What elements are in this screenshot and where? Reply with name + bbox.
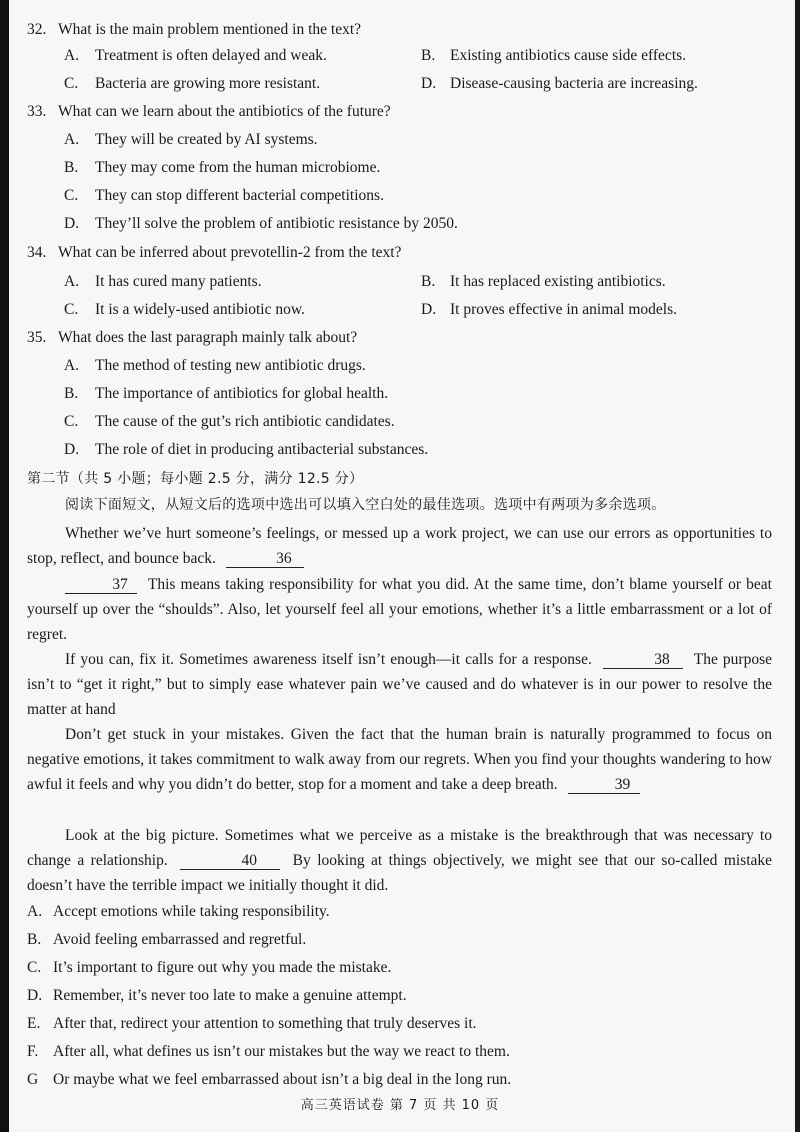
question-33 — [27, 102, 391, 122]
question-34 — [27, 243, 401, 263]
option-34-c: C. It is a widely-used antibiotic now. — [64, 301, 305, 318]
question-number: 32. — [27, 21, 47, 38]
option-35-d: D. The role of diet in producing antibacterial substances. — [64, 441, 429, 458]
passage-paragraph-4: Don’t get stuck in your mistakes. Given the fact that the human brain is naturally programmed to focus on negative emotions, it takes commitment to walk away from our regrets. When you find your thoughts wandering to how awful it feels and why you didn’t do better, stop for a moment and take a deep breath. 39 — [27, 726, 772, 793]
question-number: 33. — [27, 103, 47, 120]
blank-37[interactable]: 37 — [65, 577, 137, 594]
question-text: What is the main problem mentioned in the text? — [58, 21, 362, 38]
option-32-d: D. Disease-causing bacteria are increasing. — [421, 75, 698, 92]
seven-option-a: A. Accept emotions while taking responsibility. — [27, 903, 330, 920]
option-35-b: B. The importance of antibiotics for global health. — [64, 385, 389, 402]
question-32 — [27, 20, 361, 40]
question-35 — [27, 328, 357, 348]
passage-paragraph-1: Whether we’ve hurt someone’s feelings, or messed up a work project, we can use our errors as opportunities to stop, reflect, and bounce back. 36 — [27, 525, 772, 567]
section-two-instructions: 阅读下面短文，从短文后的选项中选出可以填入空白处的最佳选项。选项中有两项为多余选项。 — [65, 497, 666, 513]
blank-40[interactable]: 40 — [180, 853, 280, 870]
question-text: What can be inferred about prevotellin-2 from the text? — [58, 244, 402, 261]
option-33-a: A. They will be created by AI systems. — [64, 131, 318, 148]
blank-38[interactable]: 38 — [603, 652, 683, 669]
option-35-a: A. The method of testing new antibiotic drugs. — [64, 357, 366, 374]
seven-option-b: B. Avoid feeling embarrassed and regretful. — [27, 931, 307, 948]
page-footer: 高三英语试卷 第 7 页 共 10 页 — [300, 1098, 500, 1113]
seven-option-g: G Or maybe what we feel embarrassed about isn’t a big deal in the long run. — [27, 1071, 512, 1088]
seven-option-f: F. After all, what defines us isn’t our mistakes but the way we react to them. — [27, 1043, 510, 1060]
passage-paragraph-3: If you can, fix it. Sometimes awareness itself isn’t enough—it calls for a response. 38 The purpose isn’t to “get it right,” but to simply ease whatever pain we’ve caused and do whatever is in our power to resolve the matter at hand — [27, 651, 773, 718]
option-33-d: D. They’ll solve the problem of antibiotic resistance by 2050. — [64, 215, 458, 232]
blank-36[interactable]: 36 — [226, 551, 304, 568]
seven-option-e: E. After that, redirect your attention to something that truly deserves it. — [27, 1015, 477, 1032]
option-34-d: D. It proves effective in animal models. — [421, 301, 677, 318]
question-number: 35. — [27, 329, 47, 346]
option-34-a: A. It has cured many patients. — [64, 273, 262, 290]
seven-option-c: C. It’s important to figure out why you made the mistake. — [27, 959, 392, 976]
passage-paragraph-5: Look at the big picture. Sometimes what we perceive as a mistake is the breakthrough that was necessary to change a relationship. 40 By looking at things objectively, we might see that our so-called mistake doesn’t have the terrible impact we initially thought it did. — [27, 827, 773, 894]
option-34-b: B. It has replaced existing antibiotics. — [421, 273, 666, 290]
passage-paragraph-2: 37 This means taking responsibility for what you did. At the same time, don’t blame yourself or beat yourself up over the “shoulds”. Also, let yourself feel all your emotions, whether it’s a little embarrassment or a lot of regret. — [27, 576, 772, 643]
seven-option-d: D. Remember, it’s never too late to make a genuine attempt. — [27, 987, 407, 1004]
section-two-heading: 第二节（共 5 小题；每小题 2.5 分，满分 12.5 分） — [27, 471, 364, 487]
question-number: 34. — [27, 244, 47, 261]
option-35-c: C. The cause of the gut’s rich antibiotic candidates. — [64, 413, 395, 430]
question-text: What can we learn about the antibiotics of the future? — [58, 103, 391, 120]
option-32-c: C. Bacteria are growing more resistant. — [64, 75, 321, 92]
option-33-c: C. They can stop different bacterial competitions. — [64, 187, 384, 204]
option-33-b: B. They may come from the human microbiome. — [64, 159, 381, 176]
option-32-a: A. Treatment is often delayed and weak. — [64, 47, 327, 64]
option-32-b: B. Existing antibiotics cause side effects. — [421, 47, 687, 64]
question-text: What does the last paragraph mainly talk about? — [58, 329, 358, 346]
blank-39[interactable]: 39 — [568, 777, 640, 794]
